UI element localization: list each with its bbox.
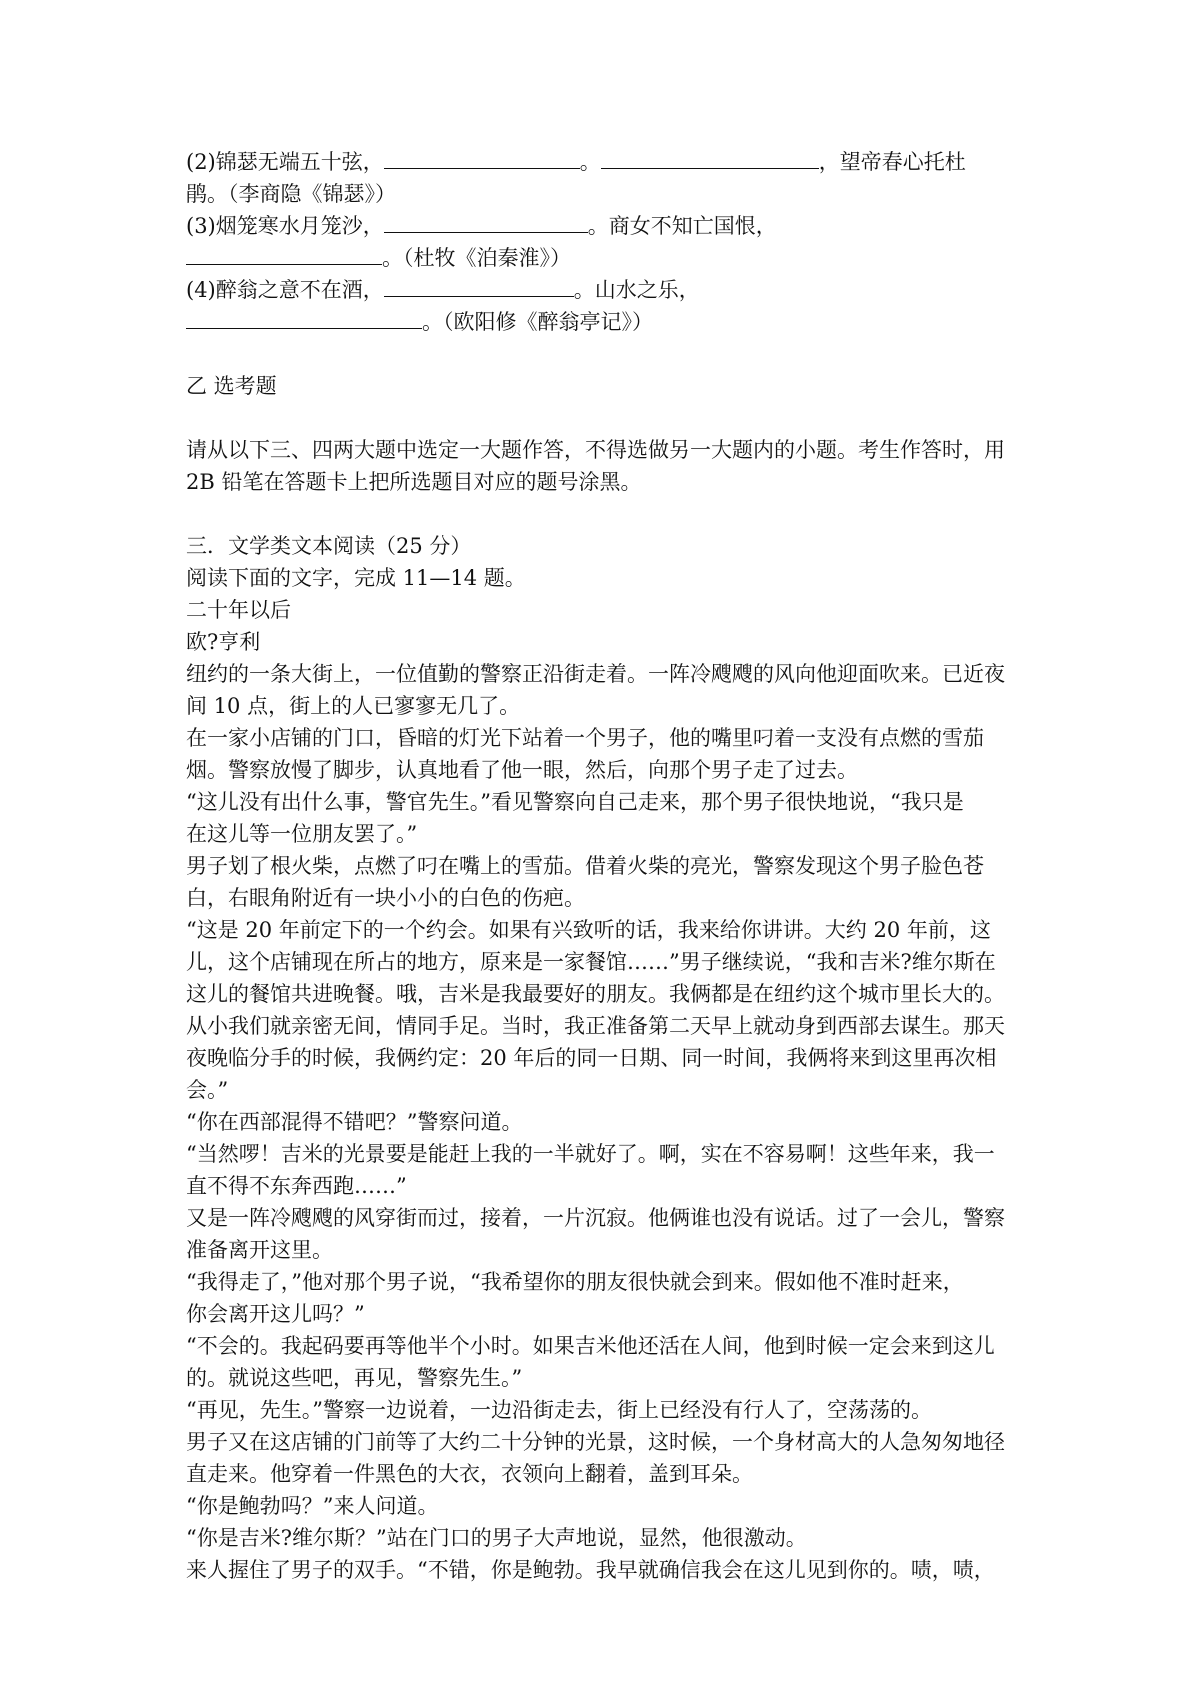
story-line: 儿，这个店铺现在所占的地方，原来是一家餐馆……”男子继续说，“我和吉米?维尔斯在 (186, 950, 996, 974)
reading-prompt: 阅读下面的文字，完成 11—14 题。 (186, 566, 526, 590)
q3-line-1: (3)烟笼寒水月笼沙， 。商女不知亡国恨， (186, 214, 777, 238)
story-line: 会。” (186, 1078, 229, 1102)
q2-line-2: 鹃。（李商隐《锦瑟》） (186, 182, 396, 206)
answer-blank[interactable] (186, 308, 422, 329)
story-line: “这是 20 年前定下的一个约会。如果有兴致听的话，我来给你讲讲。大约 20 年前，这 (186, 918, 991, 942)
story-line: 男子又在这店铺的门前等了大约二十分钟的光景，这时候，一个身材高大的人急匆匆地径 (186, 1430, 1005, 1454)
instruction-line: 2B 铅笔在答题卡上把所选题目对应的题号涂黑。 (186, 470, 642, 494)
q3-line-2: 。（杜牧《泊秦淮》） (186, 242, 1026, 274)
story-line: 直走来。他穿着一件黑色的大衣，衣领向上翻着，盖到耳朵。 (186, 1462, 753, 1486)
story-title: 二十年以后 (186, 598, 291, 622)
q2-line-1: (2)锦瑟无端五十弦， 。 ，望帝春心托杜 (186, 150, 966, 174)
answer-blank[interactable] (601, 148, 819, 169)
story-line: 在这儿等一位朋友罢了。” (186, 822, 418, 846)
story-line: “不会的。我起码要再等他半个小时。如果吉米他还活在人间，他到时候一定会来到这儿 (186, 1334, 995, 1358)
story-line: “你是吉米?维尔斯？”站在门口的男子大声地说，显然，他很激动。 (186, 1526, 807, 1550)
story-line: 男子划了根火柴，点燃了叼在嘴上的雪茄。借着火柴的亮光，警察发现这个男子脸色苍 (186, 854, 984, 878)
story-line: 间 10 点，街上的人已寥寥无几了。 (186, 694, 521, 718)
spacer (186, 498, 1026, 530)
instruction-line: 请从以下三、四两大题中选定一大题作答，不得选做另一大题内的小题。考生作答时，用 (186, 438, 1005, 462)
story-line: “你在西部混得不错吧？”警察问道。 (186, 1110, 523, 1134)
story-author: 欧?亨利 (186, 630, 261, 654)
story-line: 这儿的餐馆共进晚餐。哦，吉米是我最要好的朋友。我俩都是在纽约这个城市里长大的。 (186, 982, 1005, 1006)
story-line: 你会离开这儿吗？” (186, 1302, 365, 1326)
story-line: “你是鲍勃吗？”来人问道。 (186, 1494, 439, 1518)
story-line: 又是一阵冷飕飕的风穿街而过，接着，一片沉寂。他俩谁也没有说话。过了一会儿，警察 (186, 1206, 1005, 1230)
story-line: 的。就说这些吧，再见，警察先生。” (186, 1366, 523, 1390)
answer-blank[interactable] (186, 244, 382, 265)
story-line: 直不得不东奔西跑……” (186, 1174, 407, 1198)
story-line: 白，右眼角附近有一块小小的白色的伤疤。 (186, 886, 585, 910)
answer-blank[interactable] (384, 276, 574, 297)
story-line: “我得走了，”他对那个男子说，“我希望你的朋友很快就会到来。假如他不准时赶来， (186, 1270, 964, 1294)
spacer (186, 402, 1026, 434)
story-line: 夜晚临分手的时候，我俩约定：20 年后的同一日期、同一时间，我俩将来到这里再次相 (186, 1046, 997, 1070)
section-title: 乙 选考题 (186, 374, 277, 398)
q4-line-2: 。（欧阳修《醉翁亭记》） (186, 306, 1026, 338)
story-line: 在一家小店铺的门口，昏暗的灯光下站着一个男子，他的嘴里叼着一支没有点燃的雪茄 (186, 726, 984, 750)
answer-blank[interactable] (384, 148, 580, 169)
exam-page (186, 146, 1026, 1586)
story-line: “再见，先生。”警察一边说着，一边沿街走去，街上已经没有行人了，空荡荡的。 (186, 1398, 932, 1422)
q4-line-1: (4)醉翁之意不在酒， 。山水之乐， (186, 278, 700, 302)
story-line: “这儿没有出什么事，警官先生。”看见警察向自己走来，那个男子很快地说，“我只是 (186, 790, 964, 814)
section-heading: 三．文学类文本阅读（25 分） (186, 534, 472, 558)
story-line: 来人握住了男子的双手。“不错，你是鲍勃。我早就确信我会在这儿见到你的。啧，啧， (186, 1558, 995, 1582)
story-line: 从小我们就亲密无间，情同手足。当时，我正准备第二天早上就动身到西部去谋生。那天 (186, 1014, 1005, 1038)
story-line: 烟。警察放慢了脚步，认真地看了他一眼，然后，向那个男子走了过去。 (186, 758, 858, 782)
story-body (186, 658, 1026, 1586)
story-line: 准备离开这里。 (186, 1238, 333, 1262)
answer-blank[interactable] (384, 212, 588, 233)
story-line: “当然啰！吉米的光景要是能赶上我的一半就好了。啊，实在不容易啊！这些年来，我一 (186, 1142, 995, 1166)
story-line: 纽约的一条大街上，一位值勤的警察正沿街走着。一阵冷飕飕的风向他迎面吹来。已近夜 (186, 662, 1005, 686)
spacer (186, 338, 1026, 370)
